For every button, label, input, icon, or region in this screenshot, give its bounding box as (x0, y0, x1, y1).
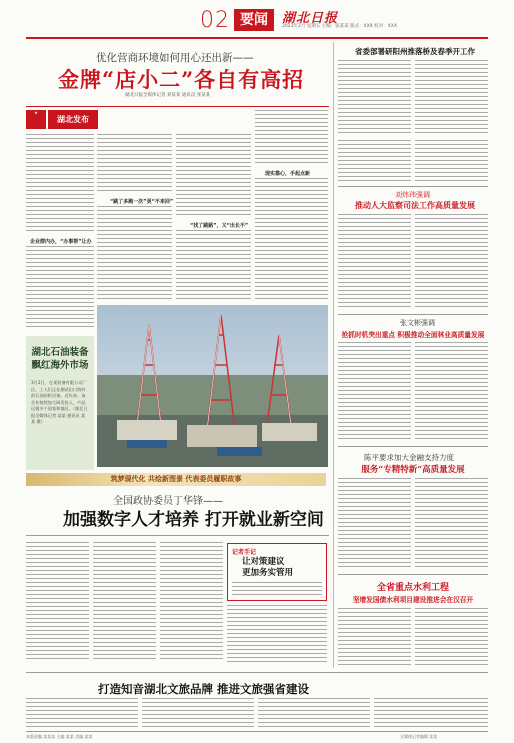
series-banner-text: 筑梦现代化 共绘新图景 代表委员履职故事 (110, 475, 242, 483)
lead-body-col3b (176, 230, 251, 302)
right-story5-col1 (338, 608, 411, 668)
series-banner (26, 473, 326, 486)
lead-headline: 金牌“店小二”各自有高招 (58, 67, 305, 92)
right-story4-col2 (415, 478, 488, 570)
bottom-headline: 打造知音湖北文旅品牌 推进文旅强省建设 (98, 682, 310, 696)
column-divider (333, 42, 334, 668)
middle-kicker: 全国政协委员丁华锋—— (113, 496, 223, 507)
right-story2-col1 (338, 214, 411, 310)
footer-rule (26, 731, 488, 732)
right-story3-kicker: 张文彬强调 (400, 319, 435, 327)
lead-tag: 湖北发布 (48, 110, 98, 129)
middle-headline: 加强数字人才培养 打开就业新空间 (63, 510, 324, 530)
photo-caption-body: 3月2日，在某装备有限公司厂区，工人们正在测试出口海外的石油钻机设备。近年来，该企业持续加大研发投入，产品远销多个国家和地区。（湖北日报全媒体记者 某某 通讯员 某某 摄） (31, 380, 88, 424)
notes-body (232, 582, 322, 598)
right-story1-col2 (415, 60, 488, 136)
issue-date: 2023年2月 星期五 主编：张某某 版式：XXX 校对：XXX (282, 24, 398, 29)
page-number: 02 (200, 8, 230, 33)
lead-body-col4 (255, 110, 328, 166)
header-rule (26, 37, 488, 39)
footer-right: 全媒体记者编辑 某某 (400, 734, 438, 739)
lead-body-col2 (97, 134, 172, 194)
reporter-notes-box (227, 543, 327, 601)
right-story2-kicker: 刘炜玮强调 (395, 191, 430, 199)
lead-rule (26, 106, 329, 107)
right-story3-headline: 抢抓时机突出重点 积极推动全面林业高质量发展 (341, 331, 485, 339)
bottom-body-col4 (374, 698, 488, 728)
lead-body-col1b (26, 246, 94, 330)
right-rule-3 (338, 446, 488, 447)
lead-subhead-4: 现实靠心，手起点新 (265, 171, 311, 177)
right-story1-col1b (338, 140, 411, 182)
right-story1-col1 (338, 60, 411, 136)
photo-caption-title: 湖北石油装备 飘红海外市场 (31, 347, 89, 371)
bottom-body-col3 (258, 698, 370, 728)
bottom-body-col1 (26, 698, 138, 728)
right-story4-col1 (338, 478, 411, 570)
right-story5-subheadline: 坚增发国债水利项目建设推进会在汉召开 (352, 596, 474, 604)
right-story2-col2 (415, 214, 488, 310)
right-story1-col2b (415, 140, 488, 182)
lead-subhead-1: 企业群内办，“办事帮”让办 (30, 239, 92, 245)
right-rule-1 (338, 186, 488, 187)
lead-body-col3 (176, 134, 251, 218)
lead-kicker: 优化营商环境如何用心还出新—— (96, 52, 254, 64)
notes-headline: 让对策建议 更加务实管用 (242, 557, 294, 578)
photo-caption-box (26, 336, 94, 470)
oil-equipment-photo (97, 305, 328, 467)
lead-body-col4b (255, 178, 328, 302)
notes-tag: 记者手记 (232, 549, 257, 556)
oil-rig-image (97, 305, 328, 467)
right-story5-headline: 全省重点水利工程 (376, 583, 449, 593)
middle-body-col2 (93, 542, 156, 662)
section-name: 要闻 (234, 9, 274, 31)
lead-subhead-3: “找了跳路”，又“出长不” (190, 223, 249, 229)
lead-badge-icon: ★ (26, 110, 46, 129)
right-story2-headline: 推动人大监察司法工作高质量发展 (355, 200, 475, 210)
middle-body-col3 (160, 542, 223, 662)
right-story3-col2 (415, 342, 488, 442)
right-story4-kicker: 陈平要求加大金融支持力度 (364, 453, 454, 462)
lead-body-col1 (26, 134, 94, 234)
footer-left: 本版责编 某某某 主编 某某 美编 某某 (26, 734, 93, 739)
right-story5-col2 (415, 608, 488, 668)
masthead-logo: 湖北日报 (282, 11, 339, 26)
middle-body-col4 (227, 605, 327, 662)
right-story1-headline: 省委部署研阳州推落桥及春季开工作 (355, 47, 475, 56)
right-story3-col1 (338, 342, 411, 442)
right-story4-headline: 服务“专精特新”高质量发展 (361, 465, 465, 475)
bottom-rule (26, 672, 488, 673)
bottom-body-col2 (142, 698, 254, 728)
lead-subhead-2: “跳了多跑一次”更“不来回” (110, 199, 174, 205)
right-rule-2 (338, 314, 488, 315)
lead-body-col2b (97, 206, 172, 302)
lead-byline: 湖北日报全媒体记者 刘某某 通讯员 张某某 (125, 93, 211, 98)
middle-body-col1 (26, 542, 89, 662)
right-rule-4 (338, 574, 488, 575)
middle-rule (26, 535, 329, 536)
